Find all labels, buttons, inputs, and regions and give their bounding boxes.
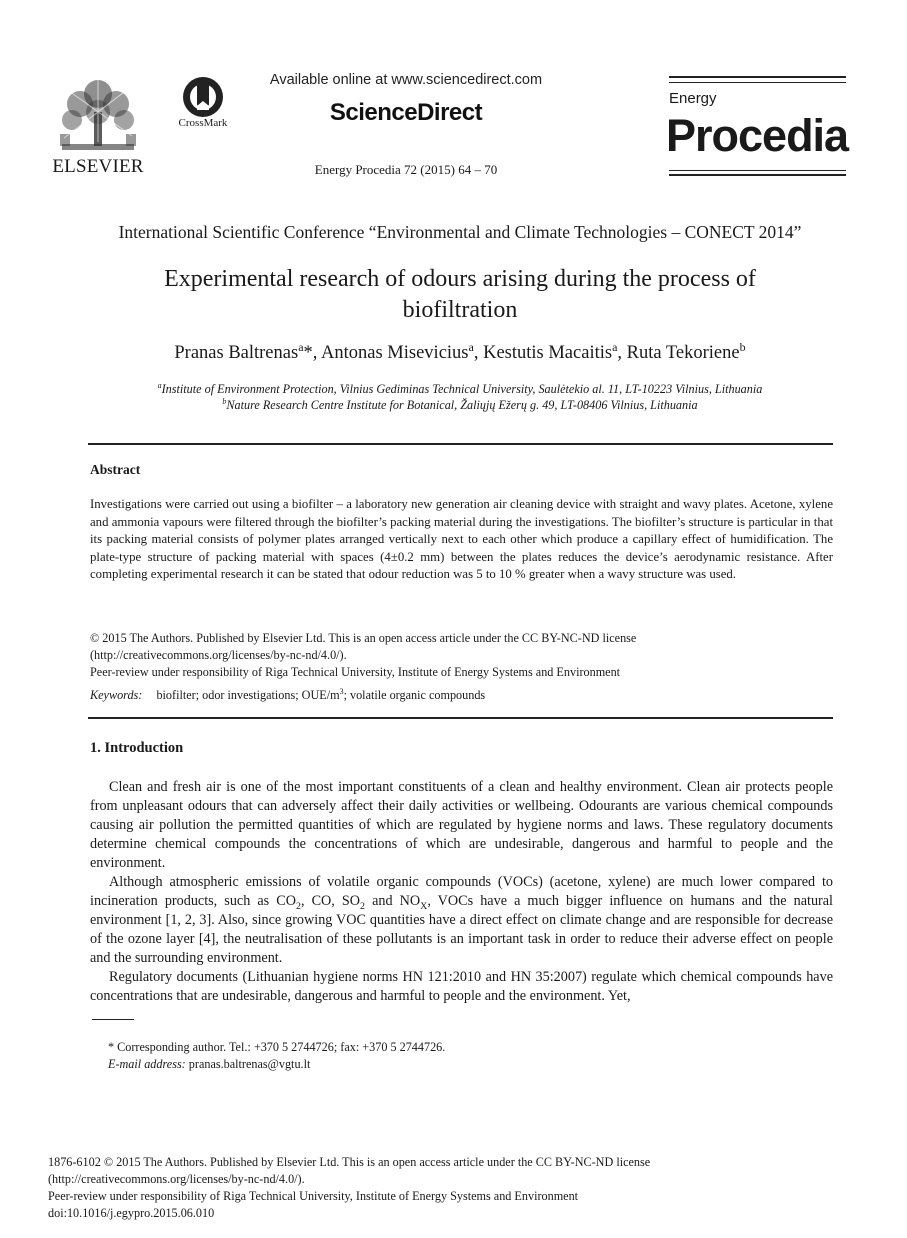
journal-citation: Energy Procedia 72 (2015) 64 – 70 bbox=[314, 162, 498, 177]
paragraph: Clean and fresh air is one of the most important constituents of a clean and healthy environment. Clean air protects people from unpleasant odours that can adversely affect their daily activities or wellbeing. Odourants are various chemical compounds causing air pollution the permitted quantities of which are regulated by hygiene norms and laws. These regulatory documents determine chemical compounds the concentrations of which are undesirable, dangerous and harmful to people and the environment. bbox=[90, 779, 833, 871]
introduction-body bbox=[90, 778, 833, 1006]
sciencedirect-wordmark: ScienceDirect bbox=[329, 99, 483, 126]
procedia-top-rule-1 bbox=[669, 76, 846, 78]
paragraph: Although atmospheric emissions of volatile organic compounds (VOCs) (acetone, xylene) are much lower compared to incineration products, such as $CO_2$, CO, $SO_2$ and $NO_X$, VOCs have a much bigger influence on humans and the natural environment [1, 2, 3]. Also, since growing VOC quantities have a direct effect on climate change and are responsible for decrease of the ozone layer [4], the neutralisation of these pollutants is an important task in order to reduce their adverse effect on people and the surrounding environment. bbox=[90, 874, 834, 966]
license-url[interactable]: (http://creativecommons.org/licenses/by-nc-nd/4.0/). bbox=[90, 648, 347, 662]
author: Ruta Tekoriene$^b$ bbox=[626, 339, 746, 363]
footer-peer-review: Peer-review under responsibility of Riga Technical University, Institute of Energy Systems and Environment bbox=[48, 1189, 579, 1203]
license-line: © 2015 The Authors. Published by Elsevier Ltd. This is an open access article under the CC BY-NC-ND license bbox=[90, 631, 637, 645]
section-heading-introduction: 1. Introduction bbox=[90, 740, 184, 756]
elsevier-wordmark: ELSEVIER bbox=[52, 156, 144, 177]
elsevier-logo bbox=[52, 76, 144, 176]
footnote-rule bbox=[92, 1019, 134, 1020]
procedia-bottom-rule-1 bbox=[669, 170, 846, 171]
crossmark-icon bbox=[172, 76, 234, 118]
crossmark-logo[interactable] bbox=[172, 76, 234, 132]
procedia-top-rule-2 bbox=[669, 82, 846, 83]
footer-issn-license: 1876-6102 © 2015 The Authors. Published by Elsevier Ltd. This is an open access article under the CC BY-NC-ND license bbox=[48, 1155, 651, 1169]
available-online: Available online at www.sciencedirect.com bbox=[269, 72, 543, 88]
license-block bbox=[90, 630, 833, 681]
author: Pranas Baltrenas$^a$*, bbox=[174, 339, 322, 363]
keywords-text: biofilter; odor investigations; OUE/$m^3$; volatile organic compounds bbox=[156, 686, 486, 702]
footer-license-url[interactable]: (http://creativecommons.org/licenses/by-nc-nd/4.0/). bbox=[48, 1172, 305, 1186]
journal-name-big: Procedia bbox=[666, 110, 849, 161]
paragraph: Regulatory documents (Lithuanian hygiene norms HN 121:2010 and HN 35:2007) regulate which chemical compounds have concentrations that are undesirable, dangerous and harmful to people and the environment. Yet, bbox=[90, 969, 833, 1004]
author: Kestutis Macaitis$^a$, bbox=[483, 339, 627, 363]
journal-name-small: Energy bbox=[669, 90, 717, 107]
affiliation-b: $^b$Nature Research Centre Institute for Botanical, Žaliųjų Ežerų g. 49, LT-08406 Vilnius, Lithuania bbox=[222, 396, 698, 412]
elsevier-tree-icon bbox=[52, 76, 144, 158]
author-list bbox=[60, 339, 860, 364]
procedia-bottom-rule-2 bbox=[669, 174, 846, 176]
affiliation-a: $^a$Institute of Environment Protection, Vilnius Gediminas Technical University, Saulėtekio al. 11, LT-10223 Vilnius, Lithuania bbox=[157, 380, 763, 396]
peer-review-line: Peer-review under responsibility of Riga Technical University, Institute of Energy Systems and Environment bbox=[90, 665, 621, 679]
keywords-label: Keywords: bbox=[90, 688, 143, 702]
abstract-top-rule bbox=[88, 443, 833, 445]
paper-title: Experimental research of odours arising during the process of biofiltration bbox=[164, 266, 756, 323]
crossmark-label: CrossMark bbox=[178, 117, 228, 129]
email-label: E-mail address: bbox=[108, 1057, 186, 1071]
corresponding-author-footnote: * Corresponding author. Tel.: +370 5 2744726; fax: +370 5 2744726. bbox=[108, 1040, 446, 1054]
abstract-bottom-rule bbox=[88, 717, 833, 719]
abstract-text: Investigations were carried out using a biofilter – a laboratory new generation air cleaning device with straight and wavy plates. Acetone, xylene and ammonia vapours were filtered through the biofilter’s packing material during the investigations. The biofilter’s structure is particular in that its packing material consists of polymer plates arranged vertically next to each other which produce a capillary effect of humidification. The plate-type structure of packing material with spaces (4±0.2 mm) between the plates reduces the device’s aerodynamic resistance. After completing experimental research it can be stated that odour reduction was 5 to 10 % greater when a wavy structure was used. bbox=[90, 497, 833, 582]
email-address[interactable]: pranas.baltrenas@vgtu.lt bbox=[188, 1057, 311, 1071]
abstract-heading: Abstract bbox=[90, 462, 141, 477]
footer-doi[interactable]: doi:10.1016/j.egypro.2015.06.010 bbox=[48, 1206, 215, 1220]
keywords bbox=[90, 688, 485, 703]
conference-name: International Scientific Conference “Environmental and Climate Technologies – CONECT 2014” bbox=[118, 222, 802, 242]
email-footnote bbox=[108, 1057, 310, 1072]
author: Antonas Misevicius$^a$, bbox=[321, 339, 484, 363]
page-footer bbox=[48, 1154, 868, 1222]
